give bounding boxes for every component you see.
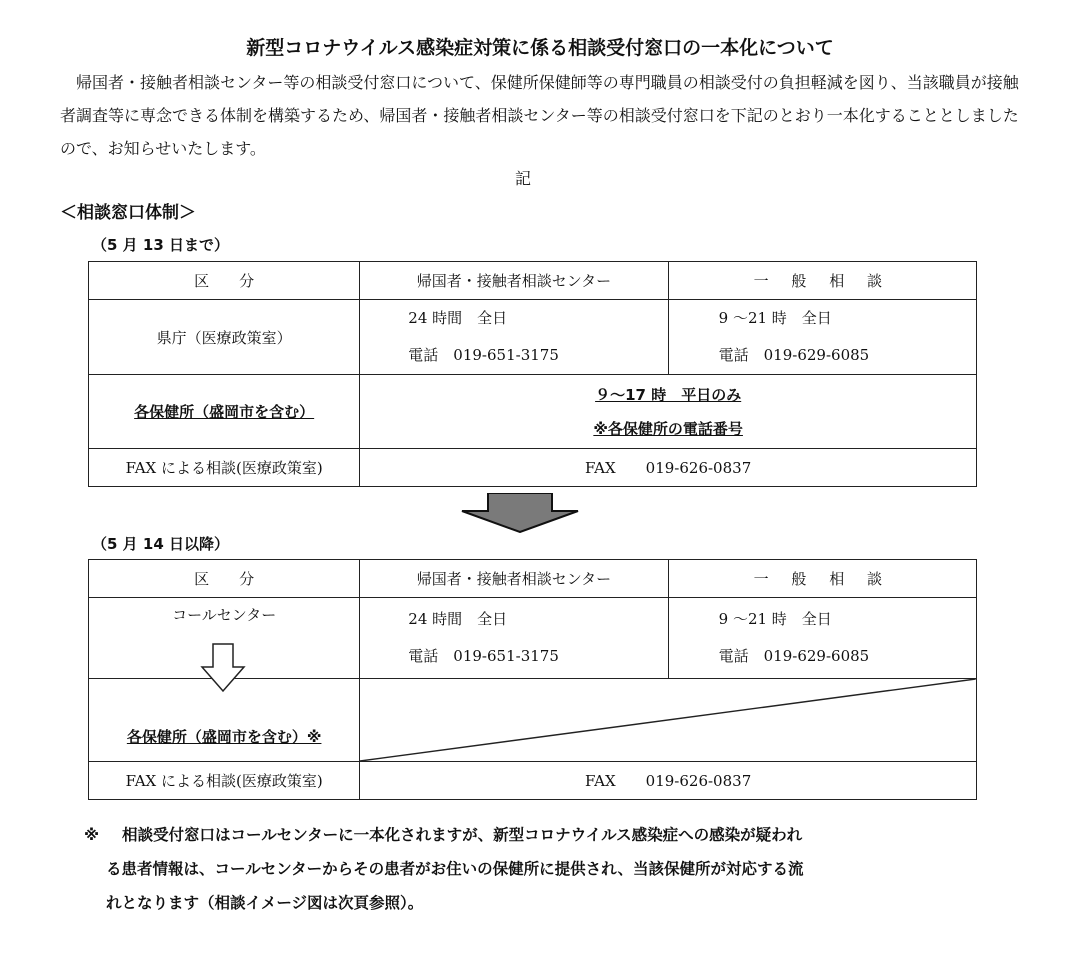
down-arrow-outline-icon — [200, 643, 246, 693]
section-heading: ＜相談窓口体制＞ — [60, 203, 196, 223]
intro-text: 帰国者・接触者相談センター等の相談受付窓口について、保健所保健師等の専門職員の相談受付の負担軽減を図り、当該職員が接触者調査等に専念できる体制を構築するため、帰国者・接触者相談センター等の相談受付窓口を下記のとおり一本化することとしましたので、お知らせいたします。 — [60, 73, 1019, 158]
empty-slashed-cell — [360, 679, 977, 762]
hours-text: ９～17 時 平日のみ — [595, 385, 742, 404]
note-line-2: る患者情報は、コールセンターからその患者がお住いの保健所に提供され、当該保健所が対応する流 — [106, 860, 804, 878]
ki-marker: 記 — [515, 169, 532, 188]
header-center: 帰国者・接触者相談センター — [360, 262, 668, 300]
note-line-1: 相談受付窓口はコールセンターに一本化されますが、新型コロナウイルス感染症への感染が疑われ — [122, 826, 803, 844]
table-row — [89, 375, 977, 449]
row-label-health-centers: 各保健所（盛岡市を含む） — [89, 375, 360, 449]
center-phone: 電話 019-651-3175 — [408, 647, 559, 665]
row-label-call-center: コールセンター — [89, 598, 360, 679]
footnote — [84, 818, 1014, 920]
health-center-hours — [360, 375, 977, 449]
phone-note: ※各保健所の電話番号 — [593, 419, 743, 438]
general-contact — [668, 300, 976, 375]
intro-paragraph — [60, 66, 1020, 165]
row-label-prefecture: 県庁（医療政策室） — [89, 300, 360, 375]
note-line-3: れとなります（相談イメージ図は次頁参照）。 — [106, 894, 424, 912]
down-arrow-icon — [460, 493, 580, 533]
fax-number: FAX 019-626-0837 — [360, 449, 977, 487]
row-label-fax: FAX による相談(医療政策室) — [89, 449, 360, 487]
header-general: 一 般 相 談 — [668, 262, 976, 300]
center-hours: 24 時間 全日 — [408, 309, 508, 327]
table-row — [89, 762, 977, 800]
row-label-health-centers: 各保健所（盛岡市を含む）※ — [89, 679, 360, 762]
table-row — [89, 300, 977, 375]
header-division: 区 分 — [89, 262, 360, 300]
table-header-row — [89, 262, 977, 300]
header-division: 区 分 — [89, 560, 360, 598]
general-hours: 9 ～21 時 全日 — [718, 610, 832, 628]
general-phone: 電話 019-629-6085 — [718, 647, 870, 665]
table-row — [89, 449, 977, 487]
general-phone: 電話 019-629-6085 — [718, 346, 870, 364]
diagonal-slash — [360, 679, 976, 761]
page-title: 新型コロナウイルス感染症対策に係る相談受付窓口の一本化について — [246, 37, 834, 59]
table-before — [88, 261, 977, 487]
general-hours: 9 ～21 時 全日 — [718, 309, 832, 327]
center-contact — [360, 598, 668, 679]
table-header-row — [89, 560, 977, 598]
fax-number: FAX 019-626-0837 — [360, 762, 977, 800]
header-general: 一 般 相 談 — [668, 560, 976, 598]
center-hours: 24 時間 全日 — [408, 610, 508, 628]
center-phone: 電話 019-651-3175 — [408, 346, 559, 364]
period-before: （5 月 13 日まで） — [92, 236, 229, 254]
header-center: 帰国者・接触者相談センター — [360, 560, 668, 598]
row-label-fax: FAX による相談(医療政策室) — [89, 762, 360, 800]
note-mark: ※ — [84, 826, 100, 844]
period-after: （5 月 14 日以降） — [92, 535, 229, 553]
center-contact — [360, 300, 668, 375]
general-contact — [668, 598, 976, 679]
